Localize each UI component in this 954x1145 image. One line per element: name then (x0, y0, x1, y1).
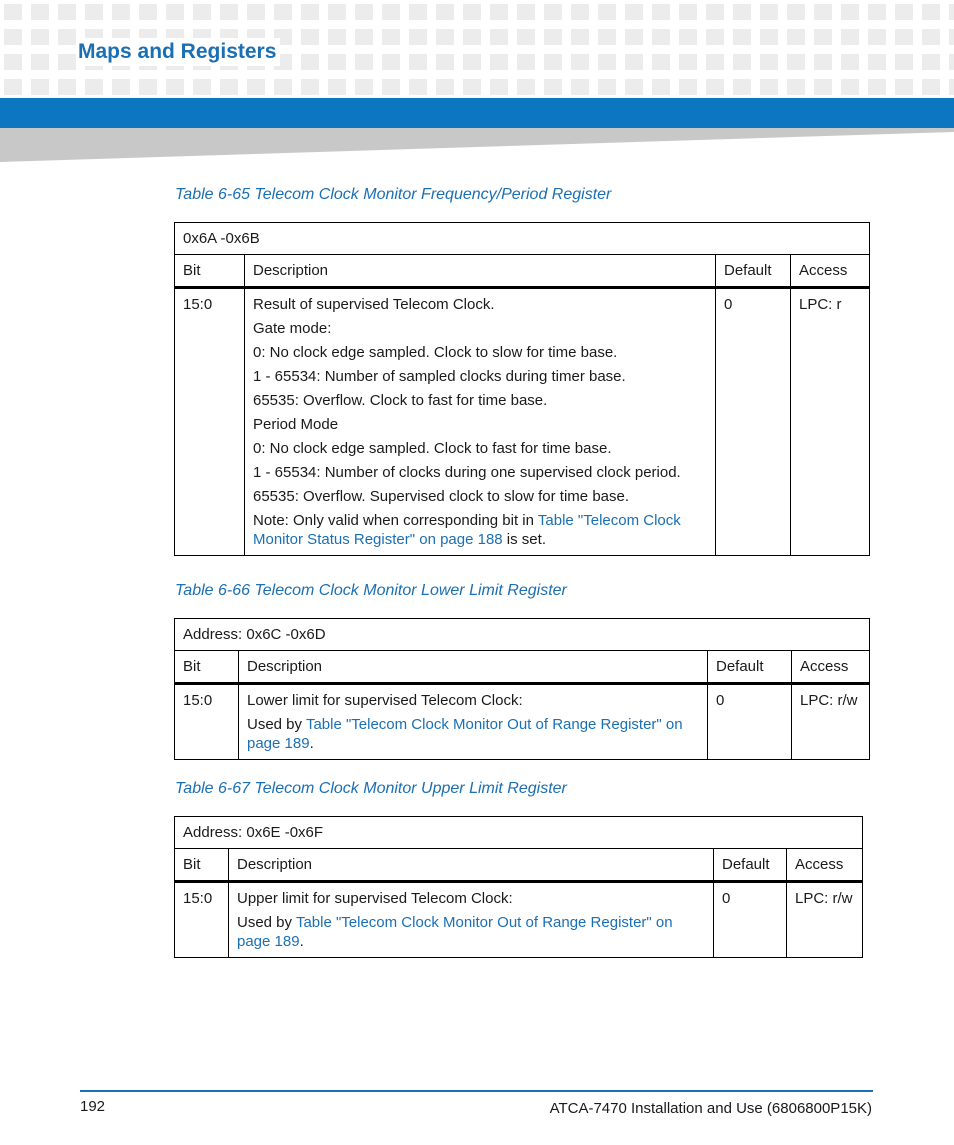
header-tile (328, 29, 346, 45)
column-header: Access (791, 255, 870, 288)
header-tile (193, 79, 211, 95)
header-tile (301, 29, 319, 45)
note-suffix: is set. (502, 531, 546, 548)
bit-cell: 15:0 (175, 288, 245, 556)
header-tile (301, 54, 319, 70)
header-tile (733, 29, 751, 45)
access-cell: LPC: r (791, 288, 870, 556)
header-tile (949, 4, 954, 20)
header-tile (733, 54, 751, 70)
header-tile (166, 4, 184, 20)
header-tile (517, 54, 535, 70)
header-tile (166, 79, 184, 95)
bit-cell: 15:0 (175, 684, 239, 760)
header-tile (760, 4, 778, 20)
header-tile (355, 54, 373, 70)
header-tile (382, 4, 400, 20)
header-tile (517, 79, 535, 95)
header-tile (355, 79, 373, 95)
header-tile (868, 79, 886, 95)
header-tile (490, 79, 508, 95)
header-tile (787, 4, 805, 20)
header-tile (220, 79, 238, 95)
header-tile (58, 54, 76, 70)
header-tile (58, 29, 76, 45)
header-tile (436, 29, 454, 45)
description-line: 65535: Overflow. Clock to fast for time base. (253, 392, 548, 409)
header-tile (58, 79, 76, 95)
column-header: Bit (175, 651, 239, 684)
header-tile (490, 54, 508, 70)
header-tile (706, 29, 724, 45)
header-tile (220, 4, 238, 20)
header-tile (463, 79, 481, 95)
description-cell (245, 288, 716, 556)
column-header: Bit (175, 255, 245, 288)
register-table (174, 618, 870, 760)
header-tile (247, 4, 265, 20)
address-cell: 0x6A -0x6B (175, 223, 870, 255)
header-tile (571, 79, 589, 95)
header-tile (4, 29, 22, 45)
header-tile (652, 54, 670, 70)
register-table (174, 816, 863, 958)
header-tile (328, 79, 346, 95)
description-line: 0: No clock edge sampled. Clock to fast for time base. (253, 440, 612, 457)
header-tile (436, 79, 454, 95)
default-cell: 0 (708, 684, 792, 760)
header-tile (328, 54, 346, 70)
header-tile (409, 4, 427, 20)
description-cell (229, 882, 714, 958)
header-tile (571, 54, 589, 70)
header-tile (139, 4, 157, 20)
header-tile (382, 29, 400, 45)
header-tile (841, 79, 859, 95)
column-header: Bit (175, 849, 229, 882)
address-cell: Address: 0x6C -0x6D (175, 619, 870, 651)
header-tile (787, 79, 805, 95)
bit-cell: 15:0 (175, 882, 229, 958)
header-tile (652, 4, 670, 20)
header-tile (490, 29, 508, 45)
used-suffix: . (309, 735, 314, 752)
header-tile (679, 79, 697, 95)
header-tile (895, 29, 913, 45)
column-header: Default (714, 849, 787, 882)
header-tile (112, 79, 130, 95)
header-tile (328, 4, 346, 20)
used-by-line (247, 715, 699, 753)
header-tile (814, 4, 832, 20)
header-tile (544, 79, 562, 95)
column-header: Description (229, 849, 714, 882)
footer-rule (80, 1090, 873, 1092)
header-tile (544, 29, 562, 45)
column-header: Description (239, 651, 708, 684)
header-tile (436, 54, 454, 70)
header-tile (868, 4, 886, 20)
used-suffix: . (299, 933, 304, 950)
register-table (174, 222, 870, 556)
description-line: 0: No clock edge sampled. Clock to slow for time base. (253, 344, 618, 361)
header-tile (679, 4, 697, 20)
header-tile (598, 4, 616, 20)
access-cell: LPC: r/w (787, 882, 863, 958)
header-tile (625, 79, 643, 95)
access-cell: LPC: r/w (792, 684, 870, 760)
header-tile (85, 4, 103, 20)
header-tile (112, 4, 130, 20)
description-line: 65535: Overflow. Supervised clock to slow for time base. (253, 488, 630, 505)
header-tile (841, 4, 859, 20)
cross-reference-link[interactable]: Table "Telecom Clock Monitor Out of Range Register" on page 189 (247, 716, 683, 752)
header-tile (652, 79, 670, 95)
cross-reference-link[interactable]: Table "Telecom Clock Monitor Status Register" on page 188 (253, 512, 681, 548)
header-tile (355, 4, 373, 20)
description-line: Lower limit for supervised Telecom Clock: (247, 692, 523, 709)
header-tile (301, 4, 319, 20)
header-tile (760, 54, 778, 70)
header-tile (679, 29, 697, 45)
header-tile (31, 79, 49, 95)
default-cell: 0 (714, 882, 787, 958)
header-tile (922, 79, 940, 95)
header-tile (274, 79, 292, 95)
header-tile (679, 54, 697, 70)
header-tile (598, 54, 616, 70)
header-tile (355, 29, 373, 45)
description-line: Gate mode: (253, 320, 332, 337)
header-tile (490, 4, 508, 20)
header-tile (706, 54, 724, 70)
header-tile (895, 79, 913, 95)
header-tile (922, 54, 940, 70)
header-tile (517, 29, 535, 45)
header-tile (382, 54, 400, 70)
header-tile (787, 29, 805, 45)
header-tile (814, 29, 832, 45)
header-tile (625, 54, 643, 70)
column-header: Default (708, 651, 792, 684)
header-tile (463, 4, 481, 20)
header-tile (4, 54, 22, 70)
header-tile (571, 4, 589, 20)
header-tile (409, 79, 427, 95)
header-tile (544, 54, 562, 70)
column-header: Description (245, 255, 716, 288)
header-tile (760, 29, 778, 45)
header-tile (382, 79, 400, 95)
address-cell: Address: 0x6E -0x6F (175, 817, 863, 849)
header-tile (706, 79, 724, 95)
column-header: Default (716, 255, 791, 288)
header-tile (274, 4, 292, 20)
note-prefix: Note: Only valid when corresponding bit in (253, 512, 538, 529)
header-wedge (0, 128, 954, 164)
header-tile (625, 29, 643, 45)
header-tile (706, 4, 724, 20)
header-tile (787, 54, 805, 70)
document-title: ATCA-7470 Installation and Use (6806800P15K) (549, 1100, 872, 1117)
header-tile (31, 54, 49, 70)
header-tile (436, 4, 454, 20)
header-tile (895, 54, 913, 70)
header-tile (463, 29, 481, 45)
cross-reference-link[interactable]: Table "Telecom Clock Monitor Out of Range Register" on page 189 (237, 914, 673, 950)
header-tile (733, 4, 751, 20)
header-tile (517, 4, 535, 20)
table-caption: Table 6-67 Telecom Clock Monitor Upper Limit Register (175, 780, 567, 797)
header-tile (463, 54, 481, 70)
header-tile (247, 79, 265, 95)
header-tile (868, 29, 886, 45)
header-tile (949, 79, 954, 95)
table-caption: Table 6-66 Telecom Clock Monitor Lower Limit Register (175, 582, 567, 599)
header-tile (571, 29, 589, 45)
header-tile (301, 79, 319, 95)
header-tile (58, 4, 76, 20)
header-tile (4, 4, 22, 20)
description-cell (239, 684, 708, 760)
header-tile (652, 29, 670, 45)
description-line: Upper limit for supervised Telecom Clock: (237, 890, 513, 907)
header-tile (868, 54, 886, 70)
used-by-line (237, 913, 705, 951)
header-tile (922, 4, 940, 20)
header-tile (841, 29, 859, 45)
header-tile (544, 4, 562, 20)
description-line: Result of supervised Telecom Clock. (253, 296, 495, 313)
header-tile (760, 79, 778, 95)
page-title: Maps and Registers (78, 38, 280, 66)
header-band (0, 98, 954, 128)
header-tile (409, 29, 427, 45)
default-cell: 0 (716, 288, 791, 556)
used-prefix: Used by (237, 914, 296, 931)
description-line: 1 - 65534: Number of sampled clocks during timer base. (253, 368, 626, 385)
description-line: 1 - 65534: Number of clocks during one supervised clock period. (253, 464, 681, 481)
header-tile (598, 79, 616, 95)
header-tile (949, 29, 954, 45)
column-header: Access (792, 651, 870, 684)
header-tile (949, 54, 954, 70)
header-tile (31, 4, 49, 20)
used-prefix: Used by (247, 716, 306, 733)
header-tile (814, 79, 832, 95)
header-tile (85, 79, 103, 95)
header-tile (4, 79, 22, 95)
header-tile (814, 54, 832, 70)
header-tile (895, 4, 913, 20)
header-tile (625, 4, 643, 20)
header-tile (31, 29, 49, 45)
header-tile (598, 29, 616, 45)
description-line: Period Mode (253, 416, 339, 433)
note-line (253, 511, 707, 549)
header-tile (733, 79, 751, 95)
header-tile (409, 54, 427, 70)
page-number: 192 (80, 1098, 106, 1115)
table-caption: Table 6-65 Telecom Clock Monitor Frequency/Period Register (175, 186, 612, 203)
header-tile (139, 79, 157, 95)
header-tile (193, 4, 211, 20)
column-header: Access (787, 849, 863, 882)
header-tile (841, 54, 859, 70)
header-tile (922, 29, 940, 45)
